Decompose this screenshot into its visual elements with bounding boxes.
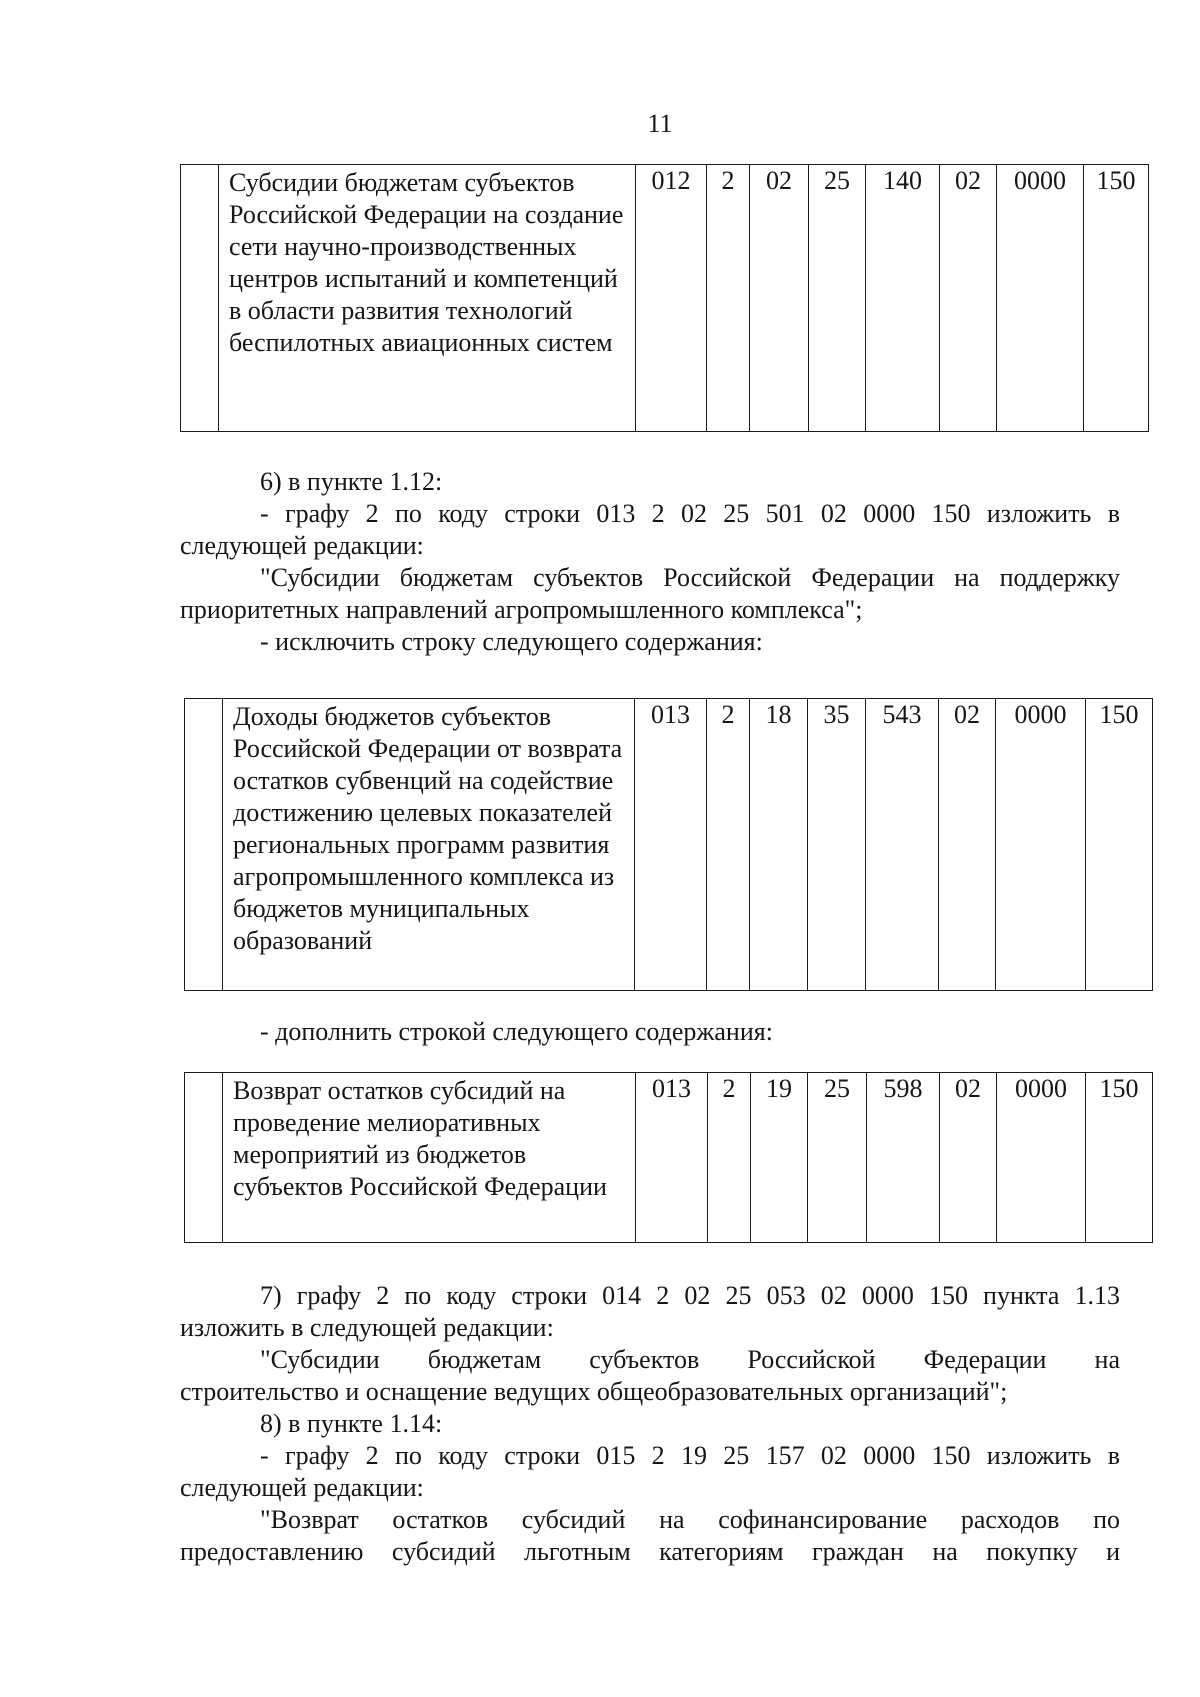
code-classification: 150 [1084, 165, 1149, 432]
paragraph-7-8 [180, 1280, 1120, 1580]
code-admin: 012 [636, 165, 707, 432]
row-description: Возврат остатков субсидий на проведение мелиоративных мероприятий из бюджетов субъектов Российской Федерации [223, 1073, 636, 1243]
code-subgroup: 18 [750, 699, 808, 991]
code-group: 2 [707, 165, 750, 432]
code-classification: 150 [1086, 1073, 1153, 1243]
budget-table-3 [184, 1072, 1153, 1243]
code-admin: 013 [636, 1073, 708, 1243]
p8-quote-line2: предоставлению субсидий льготным категориям граждан на покупку и [180, 1537, 1120, 1566]
p7-quote-line1: "Субсидии бюджетам субъектов Российской Федерации на [260, 1345, 1120, 1374]
code-program: 0000 [996, 699, 1086, 991]
p6-item1-line2: следующей редакции: [180, 531, 424, 560]
code-subgroup: 19 [751, 1073, 808, 1243]
table-row [181, 165, 1149, 432]
p6-quote-line1: "Субсидии бюджетам субъектов Российской Федерации на поддержку [260, 563, 1120, 592]
p8-heading: 8) в пункте 1.14: [260, 1409, 443, 1438]
code-subarticle: 140 [866, 165, 940, 432]
code-element: 02 [940, 1073, 997, 1243]
p7-quote-line2: строительство и оснащение ведущих общеобразовательных организаций"; [180, 1377, 1008, 1406]
code-program: 0000 [997, 1073, 1086, 1243]
p7-line1: 7) графу 2 по коду строки 014 2 02 25 053 02 0000 150 пункта 1.13 [260, 1281, 1120, 1310]
code-element: 02 [940, 165, 997, 432]
code-group: 2 [707, 699, 750, 991]
p6-heading: 6) в пункте 1.12: [260, 467, 443, 496]
row-marker-cell [185, 1073, 223, 1243]
p6-item1-line1: - графу 2 по коду строки 013 2 02 25 501 02 0000 150 изложить в [260, 499, 1120, 528]
page-number: 11 [647, 109, 673, 138]
code-article: 25 [809, 165, 866, 432]
p7-line2: изложить в следующей редакции: [180, 1313, 554, 1342]
row-description: Субсидии бюджетам субъектов Российской Федерации на создание сети научно-производственных центров испытаний и компетенций в области развития технологий беспилотных авиационных систем [219, 165, 636, 432]
code-subgroup: 02 [750, 165, 809, 432]
code-classification: 150 [1086, 699, 1153, 991]
code-subarticle: 543 [866, 699, 939, 991]
p8-quote-line1: "Возврат остатков субсидий на софинансирование расходов по [260, 1505, 1120, 1534]
p6-item3: - дополнить строкой следующего содержания: [260, 1017, 773, 1046]
table-row [185, 1073, 1153, 1243]
code-program: 0000 [997, 165, 1084, 432]
p8-item1-line2: следующей редакции: [180, 1473, 424, 1502]
p6-quote-line2: приоритетных направлений агропромышленного комплекса"; [180, 595, 863, 624]
code-element: 02 [939, 699, 996, 991]
code-admin: 013 [635, 699, 707, 991]
p6-item2: - исключить строку следующего содержания: [260, 627, 763, 656]
row-marker-cell [185, 699, 223, 991]
code-subarticle: 598 [867, 1073, 940, 1243]
budget-table-2 [184, 698, 1153, 991]
row-marker-cell [181, 165, 219, 432]
code-article: 35 [808, 699, 866, 991]
paragraph-6-item3 [180, 1016, 1120, 1050]
code-group: 2 [708, 1073, 751, 1243]
p8-item1-line1: - графу 2 по коду строки 015 2 19 25 157 02 0000 150 изложить в [260, 1441, 1120, 1470]
table-row [185, 699, 1153, 991]
code-article: 25 [808, 1073, 867, 1243]
budget-table-1 [180, 164, 1149, 432]
row-description: Доходы бюджетов субъектов Российской Федерации от возврата остатков субвенций на содействие достижению целевых показателей региональных программ развития агропромышленного комплекса из бюджетов муниципальных образований [223, 699, 635, 991]
paragraph-6 [180, 466, 1120, 666]
